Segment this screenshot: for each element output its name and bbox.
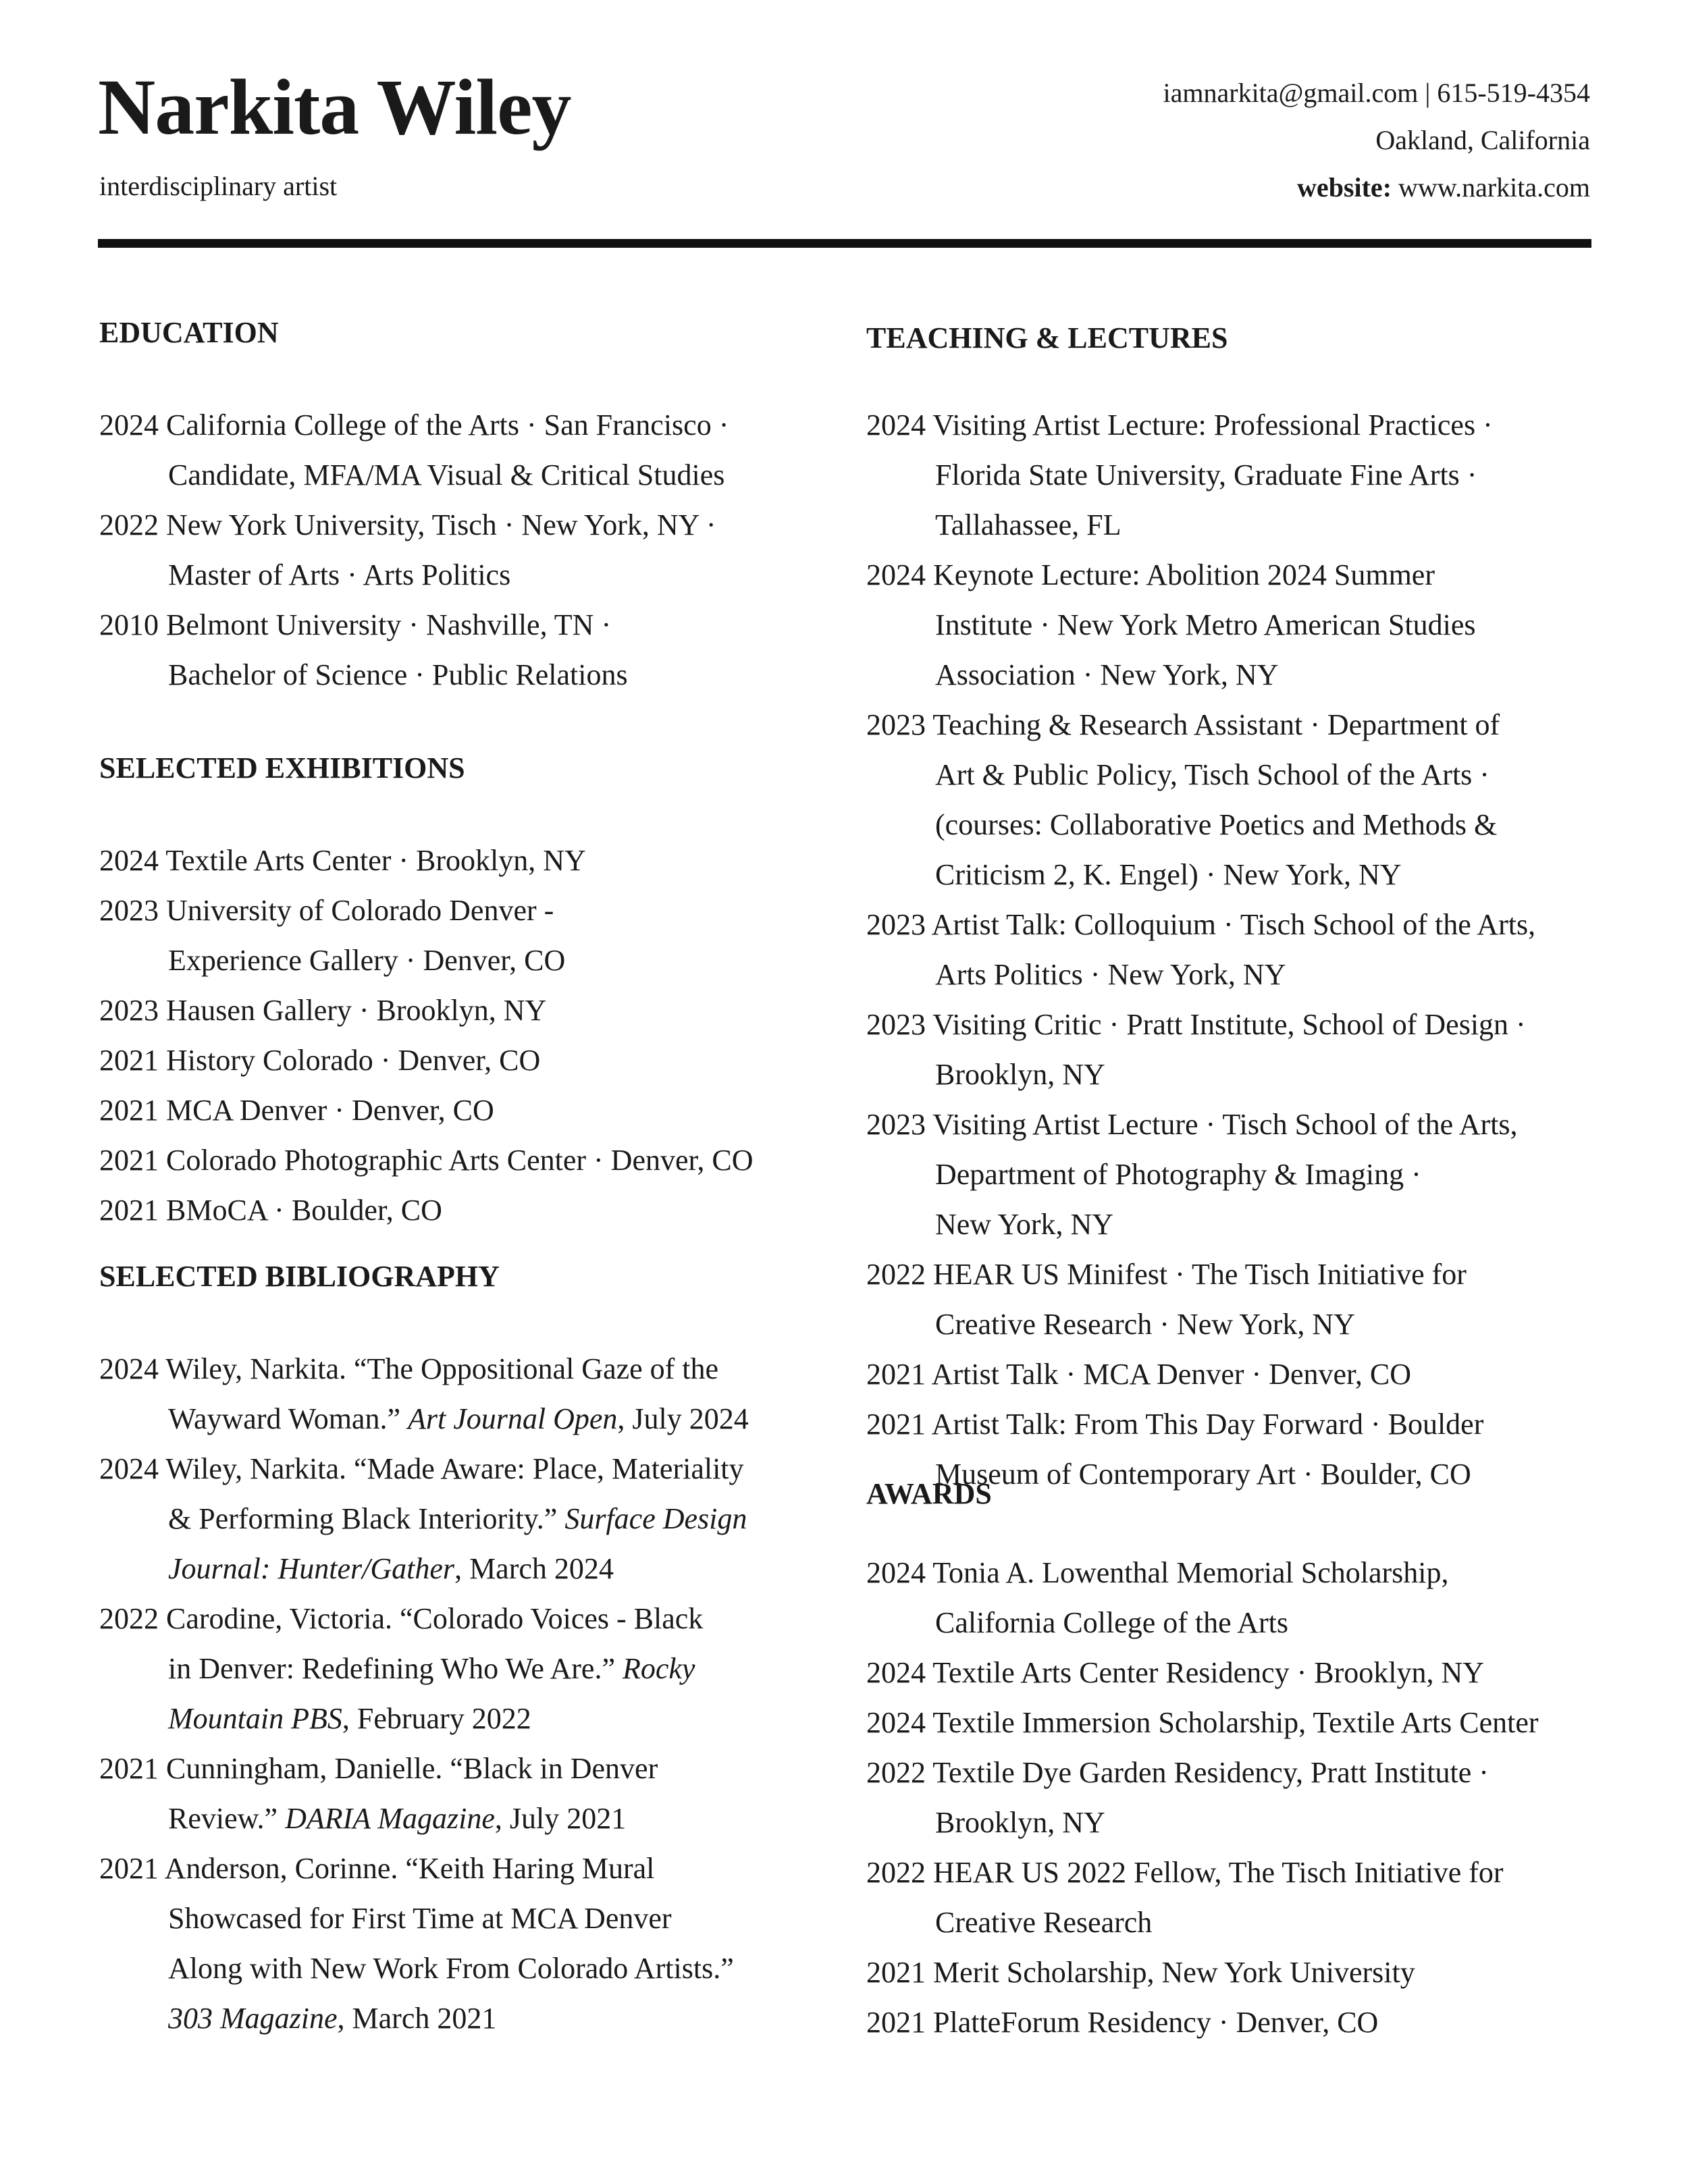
list-item: [99, 500, 729, 600]
list-item: [866, 1250, 1535, 1350]
section-heading-bibliography: SELECTED BIBLIOGRAPHY: [99, 1260, 500, 1293]
list-item: [866, 1000, 1535, 1100]
entry-continuation: Experience Gallery · Denver, CO: [168, 944, 566, 977]
entry-line: 2022 Carodine, Victoria. “Colorado Voices - Black: [99, 1602, 704, 1635]
entry-continuation: Review.” DARIA Magazine, July 2021: [168, 1802, 627, 1835]
list-item: [99, 1036, 754, 1086]
list-item: [866, 1998, 1539, 2048]
list-item: [99, 836, 754, 886]
list-item: [99, 986, 754, 1036]
entry-continuation: Institute · New York Metro American Studies: [935, 608, 1476, 641]
entry-continuation: Association · New York, NY: [935, 658, 1279, 691]
entry-continuation: Creative Research · New York, NY: [935, 1308, 1355, 1341]
entry-continuation: Creative Research: [935, 1906, 1153, 1939]
entry-line: 2021 PlatteForum Residency · Denver, CO: [866, 2006, 1379, 2039]
entry-continuation: & Performing Black Interiority.” Surface Design: [168, 1502, 747, 1535]
entry-line: 2023 Visiting Artist Lecture · Tisch School of the Arts,: [866, 1108, 1518, 1141]
entry-continuation: Florida State University, Graduate Fine Arts ·: [935, 458, 1477, 491]
entry-line: 2024 Wiley, Narkita. “Made Aware: Place, Materiality: [99, 1452, 744, 1485]
entry-continuation: Tallahassee, FL: [935, 508, 1122, 541]
entry-continuation: Museum of Contemporary Art · Boulder, CO: [935, 1458, 1471, 1491]
entry-continuation: Journal: Hunter/Gather, March 2024: [168, 1552, 614, 1585]
location: Oakland, California: [1375, 125, 1590, 155]
list-item: [866, 1648, 1539, 1698]
teaching-list: [866, 400, 1535, 1499]
entry-line: 2023 Teaching & Research Assistant · Department of: [866, 708, 1500, 741]
entry-line: 2023 Visiting Critic · Pratt Institute, School of Design ·: [866, 1008, 1526, 1041]
list-item: [866, 1698, 1539, 1748]
entry-continuation: Brooklyn, NY: [935, 1806, 1105, 1839]
entry-line: 2024 Tonia A. Lowenthal Memorial Scholarship,: [866, 1556, 1449, 1589]
list-item: [99, 886, 754, 986]
list-item: [99, 1844, 749, 2044]
section-heading-education: EDUCATION: [99, 316, 279, 349]
entry-line: 2022 Textile Dye Garden Residency, Pratt Institute ·: [866, 1756, 1489, 1789]
website-link[interactable]: www.narkita.com: [1398, 172, 1590, 203]
entry-continuation: Arts Politics · New York, NY: [935, 958, 1286, 991]
header-divider: [98, 239, 1591, 248]
artist-tagline: interdisciplinary artist: [99, 171, 338, 201]
entry-continuation: in Denver: Redefining Who We Are.” Rocky: [168, 1652, 695, 1685]
entry-continuation: Criticism 2, K. Engel) · New York, NY: [935, 858, 1402, 891]
list-item: [99, 1136, 754, 1186]
section-awards: [866, 1475, 1595, 2039]
entry-continuation: Mountain PBS, February 2022: [168, 1702, 531, 1735]
list-item: [99, 1594, 749, 1744]
list-item: [866, 1100, 1535, 1250]
section-heading-exhibitions: SELECTED EXHIBITIONS: [99, 751, 465, 784]
website-line: [1163, 170, 1590, 217]
entry-continuation: Brooklyn, NY: [935, 1058, 1105, 1091]
list-item: [99, 1744, 749, 1844]
bibliography-list: [99, 1344, 749, 2044]
artist-name: Narkita Wiley: [98, 63, 571, 151]
entry-line: 2023 Hausen Gallery · Brooklyn, NY: [99, 994, 547, 1027]
entry-continuation: New York, NY: [935, 1208, 1114, 1241]
section-heading-awards: AWARDS: [866, 1477, 992, 1510]
exhibitions-list: [99, 836, 754, 1235]
contact-block: [1163, 76, 1590, 217]
entry-line: 2021 Artist Talk: From This Day Forward · Boulder: [866, 1408, 1484, 1441]
entry-line: 2023 University of Colorado Denver -: [99, 894, 554, 927]
entry-continuation: 303 Magazine, March 2021: [168, 2002, 497, 2035]
entry-line: 2022 New York University, Tisch · New York, NY ·: [99, 508, 716, 541]
list-item: [99, 1086, 754, 1136]
entry-line: 2021 Colorado Photographic Arts Center · Denver, CO: [99, 1144, 754, 1177]
list-item: [866, 400, 1535, 550]
list-item: [99, 1444, 749, 1594]
entry-continuation: California College of the Arts: [935, 1606, 1288, 1639]
entry-line: 2021 Artist Talk · MCA Denver · Denver, CO: [866, 1358, 1412, 1391]
list-item: [866, 900, 1535, 1000]
entry-line: 2021 History Colorado · Denver, CO: [99, 1044, 541, 1077]
entry-line: 2021 Anderson, Corinne. “Keith Haring Mural: [99, 1852, 655, 1885]
entry-line: 2022 HEAR US 2022 Fellow, The Tisch Initiative for: [866, 1856, 1504, 1889]
section-teaching: [866, 319, 1595, 1491]
entry-line: 2024 Textile Immersion Scholarship, Textile Arts Center: [866, 1706, 1539, 1739]
entry-line: 2024 Keynote Lecture: Abolition 2024 Summer: [866, 558, 1435, 591]
entry-continuation: Candidate, MFA/MA Visual & Critical Studies: [168, 458, 725, 491]
education-list: [99, 400, 729, 700]
list-item: [866, 1350, 1535, 1400]
list-item: [866, 700, 1535, 900]
website-label: website:: [1297, 172, 1392, 203]
entry-line: 2023 Artist Talk: Colloquium · Tisch School of the Arts,: [866, 908, 1536, 941]
entry-continuation: Along with New Work From Colorado Artists.”: [168, 1952, 734, 1985]
entry-continuation: Master of Arts · Arts Politics: [168, 558, 511, 591]
entry-line: 2024 Wiley, Narkita. “The Oppositional Gaze of the: [99, 1352, 719, 1385]
entry-continuation: Bachelor of Science · Public Relations: [168, 658, 628, 691]
entry-line: 2024 Textile Arts Center · Brooklyn, NY: [99, 844, 586, 877]
list-item: [866, 1548, 1539, 1648]
entry-line: 2010 Belmont University · Nashville, TN ·: [99, 608, 612, 641]
entry-continuation: Department of Photography & Imaging ·: [935, 1158, 1421, 1191]
entry-line: 2021 Merit Scholarship, New York University: [866, 1956, 1415, 1989]
list-item: [866, 1748, 1539, 1848]
entry-line: 2024 Textile Arts Center Residency · Brooklyn, NY: [866, 1656, 1485, 1689]
entry-continuation: (courses: Collaborative Poetics and Methods &: [935, 808, 1498, 841]
section-heading-teaching: TEACHING & LECTURES: [866, 321, 1228, 354]
awards-list: [866, 1548, 1539, 2048]
list-item: [99, 1344, 749, 1444]
entry-line: 2021 BMoCA · Boulder, CO: [99, 1194, 442, 1227]
entry-line: 2021 Cunningham, Danielle. “Black in Denver: [99, 1752, 658, 1785]
list-item: [866, 1948, 1539, 1998]
entry-continuation: Wayward Woman.” Art Journal Open, July 2024: [168, 1402, 749, 1435]
entry-continuation: Art & Public Policy, Tisch School of the Arts ·: [935, 758, 1489, 791]
email-phone[interactable]: iamnarkita@gmail.com | 615-519-4354: [1163, 78, 1590, 108]
entry-line: 2024 California College of the Arts · San Francisco ·: [99, 408, 729, 442]
entry-continuation: Showcased for First Time at MCA Denver: [168, 1902, 672, 1935]
entry-line: 2024 Visiting Artist Lecture: Professional Practices ·: [866, 408, 1493, 442]
list-item: [866, 1848, 1539, 1948]
list-item: [866, 550, 1535, 700]
section-exhibitions: [99, 749, 795, 1227]
list-item: [99, 400, 729, 500]
entry-line: 2022 HEAR US Minifest · The Tisch Initiative for: [866, 1258, 1467, 1291]
list-item: [99, 1186, 754, 1235]
section-education: [99, 314, 795, 691]
section-bibliography: [99, 1258, 795, 2035]
list-item: [99, 600, 729, 700]
entry-line: 2021 MCA Denver · Denver, CO: [99, 1094, 494, 1127]
